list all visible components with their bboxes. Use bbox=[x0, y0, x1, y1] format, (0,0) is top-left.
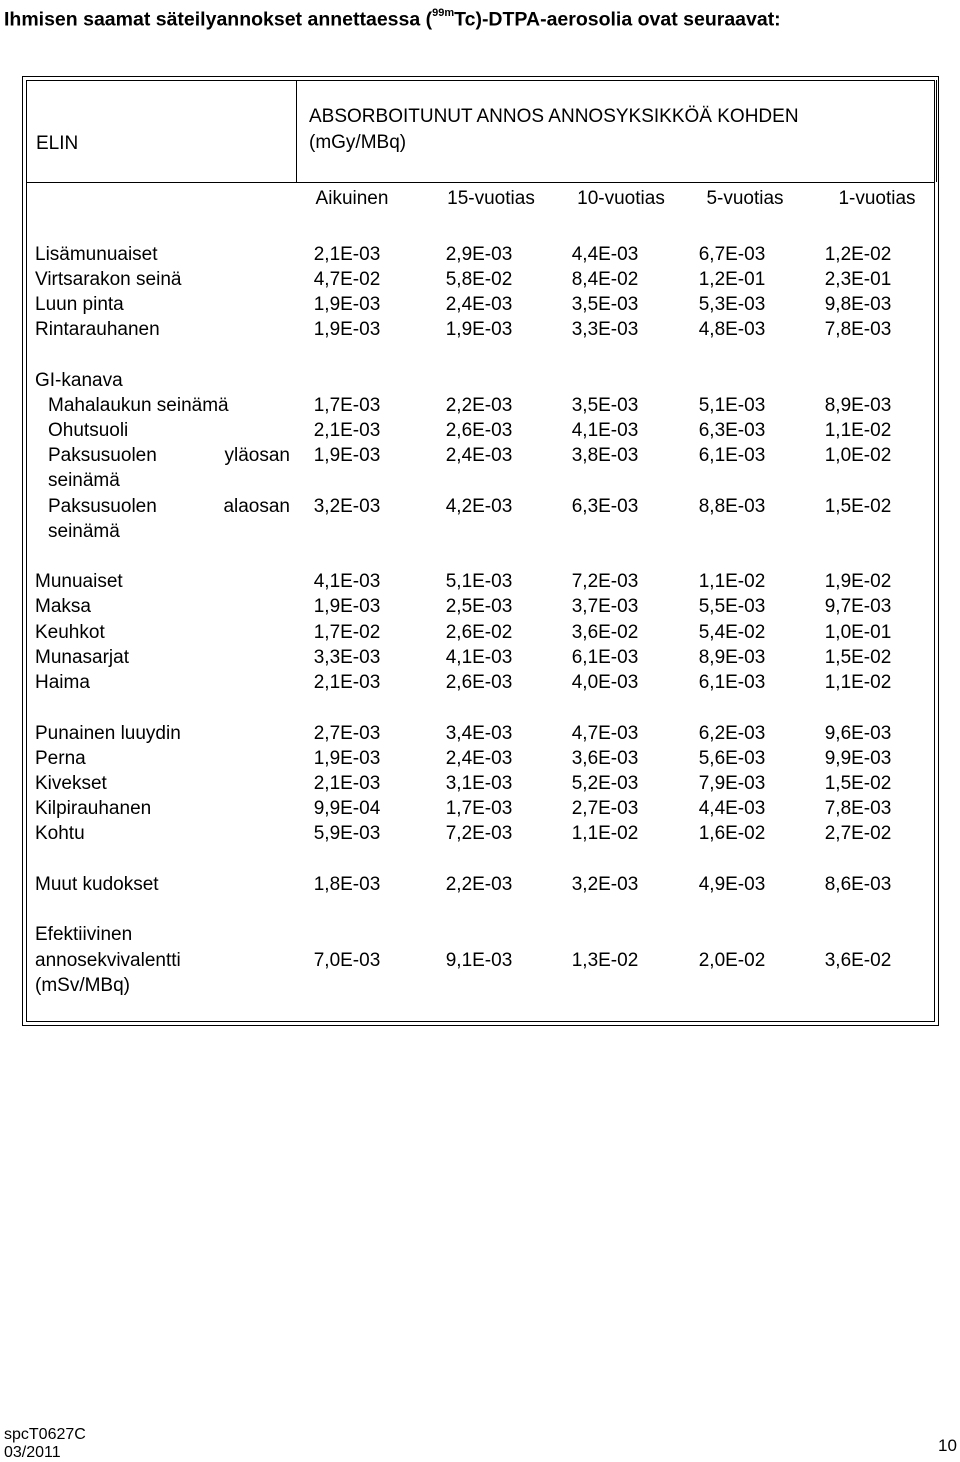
dose-value-1y: 9,7E-03 bbox=[824, 596, 892, 617]
dose-value-15y: 2,6E-02 bbox=[445, 622, 513, 643]
dose-value-1y: 1,1E-02 bbox=[824, 420, 892, 441]
organ-label: Muut kudokset bbox=[35, 874, 159, 895]
document-code: spcT0627C bbox=[4, 1426, 86, 1443]
dose-value-15y: 2,4E-03 bbox=[445, 445, 513, 466]
dose-value-10y: 4,0E-03 bbox=[571, 672, 639, 693]
dose-value-15y: 2,4E-03 bbox=[445, 748, 513, 769]
header-right-border bbox=[936, 80, 937, 182]
dose-value-15y: 2,2E-03 bbox=[445, 395, 513, 416]
dose-value-5y: 1,1E-02 bbox=[698, 571, 766, 592]
dose-value-15y: 2,9E-03 bbox=[445, 244, 513, 265]
dose-value-adult: 1,7E-03 bbox=[313, 395, 381, 416]
dose-value-adult: 1,9E-03 bbox=[313, 445, 381, 466]
column-header-5y: 5-vuotias bbox=[706, 188, 784, 209]
dose-value-5y: 7,9E-03 bbox=[698, 773, 766, 794]
organ-label: Virtsarakon seinä bbox=[35, 269, 182, 290]
dose-value-1y: 1,5E-02 bbox=[824, 496, 892, 517]
dose-value-10y: 3,6E-02 bbox=[571, 622, 639, 643]
organ-label: Haima bbox=[35, 672, 90, 693]
dose-value-10y: 3,5E-03 bbox=[571, 395, 639, 416]
dose-value-15y: 2,6E-03 bbox=[445, 420, 513, 441]
organ-label: Munuaiset bbox=[35, 571, 123, 592]
dose-value-1y: 1,0E-02 bbox=[824, 445, 892, 466]
effective-dose-unit: (mSv/MBq) bbox=[35, 975, 130, 996]
dose-value-15y: 2,4E-03 bbox=[445, 294, 513, 315]
dose-value-adult: 5,9E-03 bbox=[313, 823, 381, 844]
dose-value-15y: 7,2E-03 bbox=[445, 823, 513, 844]
dose-header-unit: (mGy/MBq) bbox=[309, 132, 407, 153]
dose-value-adult: 7,0E-03 bbox=[313, 950, 381, 971]
dose-value-10y: 3,7E-03 bbox=[571, 596, 639, 617]
dose-value-10y: 3,8E-03 bbox=[571, 445, 639, 466]
dose-value-10y: 3,5E-03 bbox=[571, 294, 639, 315]
organ-label: Luun pinta bbox=[35, 294, 124, 315]
dose-value-5y: 8,8E-03 bbox=[698, 496, 766, 517]
dose-value-5y: 6,1E-03 bbox=[698, 672, 766, 693]
organ-label: Paksusuolen alaosan bbox=[48, 496, 290, 517]
dose-value-15y: 3,1E-03 bbox=[445, 773, 513, 794]
column-header-15y: 15-vuotias bbox=[447, 188, 535, 209]
dose-value-5y: 1,2E-01 bbox=[698, 269, 766, 290]
dose-value-1y: 8,6E-03 bbox=[824, 874, 892, 895]
dose-value-10y: 4,7E-03 bbox=[571, 723, 639, 744]
dose-value-10y: 1,3E-02 bbox=[571, 950, 639, 971]
dose-value-adult: 9,9E-04 bbox=[313, 798, 381, 819]
dose-value-adult: 1,9E-03 bbox=[313, 319, 381, 340]
dose-value-adult: 2,7E-03 bbox=[313, 723, 381, 744]
dose-value-15y: 2,5E-03 bbox=[445, 596, 513, 617]
dose-value-adult: 2,1E-03 bbox=[313, 420, 381, 441]
dose-value-5y: 6,2E-03 bbox=[698, 723, 766, 744]
dose-value-1y: 7,8E-03 bbox=[824, 798, 892, 819]
dose-value-15y: 2,2E-03 bbox=[445, 874, 513, 895]
dose-value-5y: 6,3E-03 bbox=[698, 420, 766, 441]
dose-value-adult: 1,8E-03 bbox=[313, 874, 381, 895]
dose-value-adult: 3,2E-03 bbox=[313, 496, 381, 517]
dose-value-15y: 5,1E-03 bbox=[445, 571, 513, 592]
organ-label: Mahalaukun seinämä bbox=[48, 395, 229, 416]
dose-value-15y: 1,9E-03 bbox=[445, 319, 513, 340]
dose-value-15y: 1,7E-03 bbox=[445, 798, 513, 819]
dose-value-1y: 1,0E-01 bbox=[824, 622, 892, 643]
dose-value-15y: 5,8E-02 bbox=[445, 269, 513, 290]
page-number: 10 bbox=[938, 1436, 957, 1455]
dose-value-adult: 3,3E-03 bbox=[313, 647, 381, 668]
gi-group-label: GI-kanava bbox=[35, 370, 123, 391]
footer-block bbox=[4, 1426, 86, 1462]
dose-value-5y: 5,4E-02 bbox=[698, 622, 766, 643]
dose-value-15y: 2,6E-03 bbox=[445, 672, 513, 693]
dose-value-1y: 9,6E-03 bbox=[824, 723, 892, 744]
dose-value-10y: 3,6E-03 bbox=[571, 748, 639, 769]
header-divider bbox=[27, 182, 934, 183]
dose-value-adult: 2,1E-03 bbox=[313, 672, 381, 693]
dose-value-10y: 5,2E-03 bbox=[571, 773, 639, 794]
column-header-10y: 10-vuotias bbox=[577, 188, 665, 209]
dose-value-5y: 6,7E-03 bbox=[698, 244, 766, 265]
isotope-superscript: 99m bbox=[432, 7, 455, 19]
organ-label: Keuhkot bbox=[35, 622, 105, 643]
dose-header-line1: ABSORBOITUNUT ANNOS ANNOSYKSIKKÖÄ KOHDEN bbox=[309, 106, 799, 127]
organ-label: Maksa bbox=[35, 596, 91, 617]
dose-value-adult: 2,1E-03 bbox=[313, 244, 381, 265]
dose-value-15y: 9,1E-03 bbox=[445, 950, 513, 971]
column-header-1y: 1-vuotias bbox=[838, 188, 916, 209]
dose-value-15y: 4,2E-03 bbox=[445, 496, 513, 517]
organ-column-header: ELIN bbox=[36, 133, 79, 154]
dose-value-adult: 1,7E-02 bbox=[313, 622, 381, 643]
dose-value-1y: 9,9E-03 bbox=[824, 748, 892, 769]
dose-value-1y: 1,9E-02 bbox=[824, 571, 892, 592]
dose-value-10y: 8,4E-02 bbox=[571, 269, 639, 290]
dose-value-1y: 2,3E-01 bbox=[824, 269, 892, 290]
dose-value-1y: 3,6E-02 bbox=[824, 950, 892, 971]
dose-value-1y: 1,5E-02 bbox=[824, 647, 892, 668]
dose-value-5y: 1,6E-02 bbox=[698, 823, 766, 844]
organ-label-continued: seinämä bbox=[48, 470, 120, 491]
organ-label-continued: seinämä bbox=[48, 521, 120, 542]
dose-value-5y: 8,9E-03 bbox=[698, 647, 766, 668]
dose-value-10y: 2,7E-03 bbox=[571, 798, 639, 819]
organ-label: Paksusuolen yläosan bbox=[48, 445, 290, 466]
dose-value-1y: 7,8E-03 bbox=[824, 319, 892, 340]
dose-value-10y: 3,2E-03 bbox=[571, 874, 639, 895]
dose-value-15y: 3,4E-03 bbox=[445, 723, 513, 744]
dose-value-5y: 5,6E-03 bbox=[698, 748, 766, 769]
dose-value-10y: 1,1E-02 bbox=[571, 823, 639, 844]
dose-value-1y: 8,9E-03 bbox=[824, 395, 892, 416]
dose-value-10y: 4,4E-03 bbox=[571, 244, 639, 265]
dose-header bbox=[309, 104, 799, 156]
dose-value-1y: 9,8E-03 bbox=[824, 294, 892, 315]
organ-label: Punainen luuydin bbox=[35, 723, 181, 744]
organ-label: Kilpirauhanen bbox=[35, 798, 152, 819]
document-heading: Ihmisen saamat säteilyannokset annettaessa ($^{99m}$Tc)-DTPA-aerosolia ovat seuraavat: bbox=[4, 7, 781, 31]
dose-value-15y: 4,1E-03 bbox=[445, 647, 513, 668]
dose-value-1y: 1,2E-02 bbox=[824, 244, 892, 265]
organ-label: Rintarauhanen bbox=[35, 319, 160, 340]
dose-value-10y: 4,1E-03 bbox=[571, 420, 639, 441]
organ-label: Munasarjat bbox=[35, 647, 129, 668]
organ-label: Lisämunuaiset bbox=[35, 244, 158, 265]
dose-value-10y: 3,3E-03 bbox=[571, 319, 639, 340]
dose-value-adult: 4,7E-02 bbox=[313, 269, 381, 290]
dose-value-1y: 1,1E-02 bbox=[824, 672, 892, 693]
dose-value-10y: 6,1E-03 bbox=[571, 647, 639, 668]
dose-value-5y: 2,0E-02 bbox=[698, 950, 766, 971]
dose-value-1y: 1,5E-02 bbox=[824, 773, 892, 794]
dose-value-5y: 5,5E-03 bbox=[698, 596, 766, 617]
header-column-divider bbox=[296, 80, 297, 182]
effective-dose-label-line2: annosekvivalentti bbox=[35, 950, 181, 971]
organ-label: Perna bbox=[35, 748, 86, 769]
organ-label: Ohutsuoli bbox=[48, 420, 129, 441]
dose-value-adult: 2,1E-03 bbox=[313, 773, 381, 794]
dose-value-5y: 5,3E-03 bbox=[698, 294, 766, 315]
dose-value-adult: 1,9E-03 bbox=[313, 748, 381, 769]
dose-value-10y: 6,3E-03 bbox=[571, 496, 639, 517]
dose-value-10y: 7,2E-03 bbox=[571, 571, 639, 592]
organ-label: Kohtu bbox=[35, 823, 85, 844]
organ-label: Kivekset bbox=[35, 773, 107, 794]
dose-value-5y: 4,8E-03 bbox=[698, 319, 766, 340]
dose-value-adult: 1,9E-03 bbox=[313, 294, 381, 315]
dose-value-5y: 4,9E-03 bbox=[698, 874, 766, 895]
dose-value-5y: 6,1E-03 bbox=[698, 445, 766, 466]
dose-value-adult: 4,1E-03 bbox=[313, 571, 381, 592]
dose-value-5y: 4,4E-03 bbox=[698, 798, 766, 819]
effective-dose-label-line1: Efektiivinen bbox=[35, 924, 133, 945]
document-date: 03/2011 bbox=[4, 1444, 61, 1461]
column-header-adult: Aikuinen bbox=[315, 188, 389, 209]
dose-value-1y: 2,7E-02 bbox=[824, 823, 892, 844]
dose-value-5y: 5,1E-03 bbox=[698, 395, 766, 416]
dose-value-adult: 1,9E-03 bbox=[313, 596, 381, 617]
